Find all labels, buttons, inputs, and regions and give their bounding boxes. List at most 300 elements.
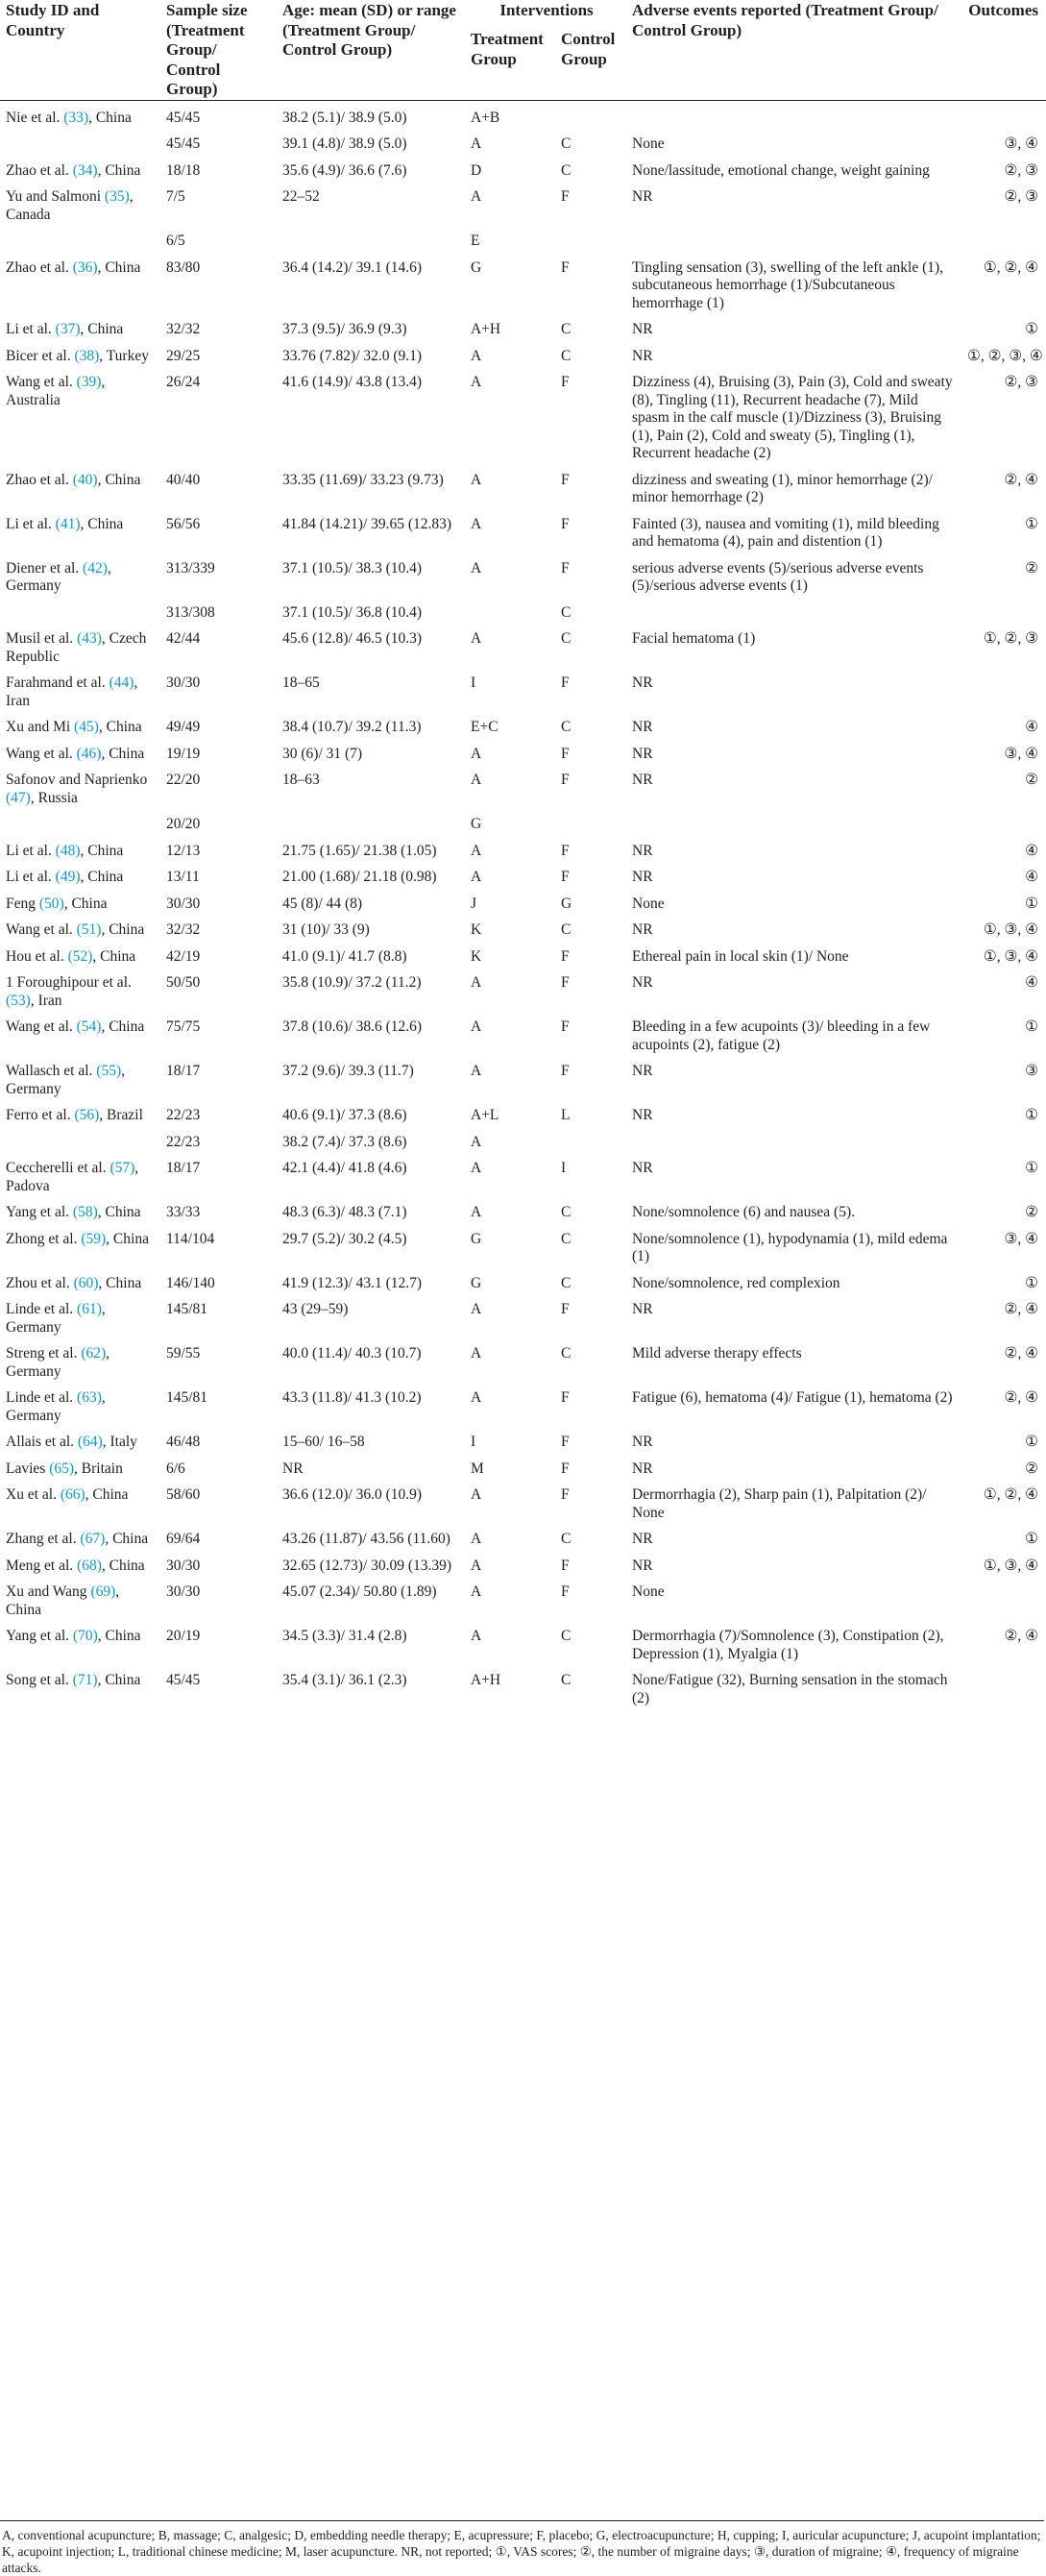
table-row: [0, 1098, 1046, 1125]
sample-size-cell: 30/30: [166, 1583, 201, 1600]
age-cell: 32.65 (12.73)/ 30.09 (13.39): [282, 1557, 452, 1574]
control-cell: C: [561, 347, 572, 364]
control-cell: F: [561, 1018, 570, 1035]
adverse-events-cell: NR: [632, 1301, 653, 1317]
reference-link[interactable]: (39): [76, 374, 102, 390]
sample-size-cell: 18/18: [166, 161, 201, 179]
control-cell: F: [561, 1557, 570, 1574]
reference-link[interactable]: (52): [67, 947, 93, 965]
study-cell: [0, 940, 160, 967]
reference-link[interactable]: (69): [90, 1583, 116, 1600]
header-age: Age: mean (SD) or range (Treatment Group/ Control Group): [277, 0, 465, 100]
treatment-cell: A: [471, 974, 482, 991]
age-cell: 18–65: [282, 675, 320, 691]
study-cell: [0, 666, 160, 710]
study-country: , China: [97, 1628, 141, 1644]
study-cell: [0, 1292, 160, 1337]
study-author: Wang et al.: [6, 745, 77, 762]
reference-link[interactable]: (35): [104, 188, 130, 205]
study-cell: [0, 1452, 160, 1479]
treatment-cell: A: [471, 1063, 482, 1079]
study-author: Wallasch et al.: [6, 1063, 97, 1079]
study-cell: [0, 887, 160, 914]
study-country: , China: [85, 1486, 129, 1503]
study-cell: [0, 1425, 160, 1452]
reference-link[interactable]: (36): [72, 258, 98, 276]
outcomes-cell: ①, ③, ④: [983, 947, 1038, 965]
age-cell: 41.84 (14.21)/ 39.65 (12.83): [282, 515, 452, 532]
reference-link[interactable]: (48): [55, 842, 81, 859]
reference-link[interactable]: (49): [55, 869, 81, 885]
age-cell: 41.0 (9.1)/ 41.7 (8.8): [282, 947, 407, 965]
study-country: , Padova: [6, 1160, 139, 1194]
study-country: , Russia: [30, 789, 78, 806]
study-author: Streng et al.: [6, 1345, 82, 1362]
treatment-cell: A: [471, 1486, 482, 1503]
reference-link[interactable]: (33): [63, 109, 89, 126]
adverse-events-cell: Dizziness (4), Bruising (3), Pain (3), Cold and sweaty (8), Tingling (11), Recurrent headache (7), Mild spasm in the calf muscle (1)/Dizziness (3), Bruising (1), Pain (2), Cold and sweaty (5), Tingling (1), Recurrent headache (2): [632, 374, 953, 461]
outcomes-cell: ②, ④: [1004, 1301, 1038, 1317]
study-country: , China: [88, 109, 132, 126]
outcomes-cell: ②, ④: [1004, 1389, 1038, 1406]
outcomes-cell: ①: [1025, 1274, 1038, 1291]
sample-size-cell: 22/23: [166, 1133, 201, 1150]
study-country: , China: [80, 515, 124, 532]
treatment-cell: A+B: [471, 109, 500, 126]
age-cell: 35.6 (4.9)/ 36.6 (7.6): [282, 161, 407, 179]
study-cell: [0, 1549, 160, 1576]
reference-link[interactable]: (62): [81, 1345, 107, 1362]
age-cell: [277, 224, 465, 251]
study-author: Zhao et al.: [6, 258, 73, 276]
reference-link[interactable]: (60): [73, 1274, 99, 1291]
treatment-cell: A: [471, 374, 482, 390]
treatment-cell: G: [471, 1274, 482, 1291]
study-author: Zhou et al.: [6, 1274, 74, 1291]
study-cell: [0, 710, 160, 737]
age-cell: 36.6 (12.0)/ 36.0 (10.9): [282, 1486, 423, 1503]
reference-link[interactable]: (58): [72, 1204, 98, 1220]
study-cell: [0, 966, 160, 1010]
treatment-cell: I: [471, 675, 476, 691]
adverse-events-cell: [626, 596, 961, 623]
table-row: [0, 1125, 1046, 1152]
study-author: Wang et al.: [6, 921, 77, 938]
age-cell: 36.4 (14.2)/ 39.1 (14.6): [282, 258, 423, 276]
control-cell: C: [561, 1274, 572, 1291]
treatment-cell: K: [471, 921, 482, 938]
reference-link[interactable]: (44): [109, 675, 134, 691]
table-footnote: A, conventional acupuncture; B, massage; C, analgesic; D, embedding needle therapy; E, acupressure; F, placebo; G, electroacupuncture; H, cupping; I, auricular acupuncture; J, acupoint implantation; K, acupoint injection; L, traditional chinese medicine; M, laser acupuncture. NR, not reported; ①, VAS scores; ②, the number of migraine days; ③, duration of migraine; ④, frequency of migraine attacks.: [0, 2520, 1044, 2576]
outcomes-cell: ③, ④: [1004, 745, 1038, 762]
outcomes-cell: [961, 224, 1046, 251]
study-country: , Italy: [102, 1434, 137, 1450]
reference-link[interactable]: (61): [77, 1301, 102, 1317]
table-row: [0, 807, 1046, 834]
table-row: [0, 180, 1046, 224]
sample-size-cell: 20/20: [166, 816, 201, 832]
outcomes-cell: ②: [1025, 559, 1038, 577]
control-cell: F: [561, 1460, 570, 1477]
control-cell: C: [561, 1345, 572, 1362]
sample-size-cell: 83/80: [166, 258, 201, 276]
adverse-events-cell: NR: [632, 772, 653, 788]
sample-size-cell: 145/81: [166, 1389, 208, 1406]
table-row: [0, 860, 1046, 887]
outcomes-cell: ③: [1025, 1063, 1038, 1079]
outcomes-cell: ①, ②, ③: [983, 630, 1038, 647]
outcomes-cell: ①: [1025, 1107, 1038, 1123]
study-author: Bicer et al.: [6, 347, 75, 364]
table-row: [0, 1425, 1046, 1452]
treatment-cell: A: [471, 630, 482, 647]
control-cell: C: [561, 921, 572, 938]
study-author: Yu and Salmoni: [6, 188, 105, 205]
sample-size-cell: 30/30: [166, 1557, 201, 1574]
table-row: [0, 1054, 1046, 1098]
outcomes-cell: ①: [1025, 895, 1038, 912]
treatment-cell: A: [471, 1628, 482, 1644]
study-author: Yang et al.: [6, 1204, 73, 1220]
control-cell: F: [561, 1389, 570, 1406]
outcomes-cell: ①, ②, ④: [983, 1486, 1038, 1503]
study-cell: [0, 622, 160, 666]
control-cell: [555, 1125, 626, 1152]
sample-size-cell: 313/308: [166, 603, 215, 621]
study-author: Xu and Mi: [6, 719, 75, 735]
control-cell: F: [561, 772, 570, 788]
outcomes-cell: ①: [1025, 1160, 1038, 1176]
reference-link[interactable]: (55): [96, 1063, 122, 1079]
sample-size-cell: 22/20: [166, 772, 201, 788]
treatment-cell: A+H: [471, 321, 501, 337]
reference-link[interactable]: (46): [76, 745, 102, 762]
reference-link[interactable]: (50): [38, 895, 64, 912]
study-country: , China: [101, 921, 145, 938]
table-row: [0, 224, 1046, 251]
treatment-cell: A: [471, 347, 482, 364]
header-study: Study ID and Country: [0, 0, 160, 100]
outcomes-cell: [961, 1575, 1046, 1619]
control-cell: F: [561, 515, 570, 532]
age-cell: 43.26 (11.87)/ 43.56 (11.60): [282, 1531, 450, 1547]
sample-size-cell: 6/6: [166, 1460, 185, 1477]
treatment-cell: A: [471, 772, 482, 788]
study-country: , China: [97, 258, 141, 276]
study-country: , China: [105, 1531, 149, 1547]
adverse-events-cell: NR: [632, 869, 653, 885]
age-cell: 22–52: [282, 188, 320, 205]
study-cell: [0, 507, 160, 552]
table-row: [0, 1575, 1046, 1619]
sample-size-cell: 45/45: [166, 1672, 201, 1688]
adverse-events-cell: NR: [632, 745, 653, 762]
outcomes-cell: ②, ④: [1004, 1628, 1038, 1644]
reference-link[interactable]: (45): [74, 719, 99, 735]
table-row: [0, 1478, 1046, 1522]
control-cell: C: [561, 1672, 572, 1688]
adverse-events-cell: NR: [632, 921, 653, 938]
treatment-cell: G: [471, 258, 482, 276]
age-cell: 37.3 (9.5)/ 36.9 (9.3): [282, 321, 407, 337]
outcomes-cell: ①: [1025, 515, 1038, 532]
table-row: [0, 622, 1046, 666]
reference-link[interactable]: (71): [72, 1672, 98, 1688]
control-cell: F: [561, 1063, 570, 1079]
adverse-events-cell: Tingling sensation (3), swelling of the left ankle (1), subcutaneous hemorrhage (1)/Subcutaneous hemorrhage (1): [632, 258, 944, 311]
study-country: , Britain: [74, 1460, 123, 1477]
study-country: , Czech Republic: [6, 630, 147, 665]
reference-link[interactable]: (53): [6, 992, 31, 1009]
study-cell: [0, 737, 160, 764]
control-cell: F: [561, 1434, 570, 1450]
study-author: Zhao et al.: [6, 161, 73, 179]
treatment-cell: E: [471, 233, 480, 249]
reference-link[interactable]: (38): [74, 347, 100, 364]
outcomes-cell: ③, ④: [1004, 135, 1038, 152]
age-cell: 37.1 (10.5)/ 38.3 (10.4): [282, 559, 423, 577]
control-cell: C: [561, 603, 572, 621]
table-row: [0, 1381, 1046, 1425]
table-row: [0, 154, 1046, 181]
treatment-cell: A: [471, 515, 482, 532]
study-author: Nie et al.: [6, 109, 64, 126]
study-cell: [0, 1195, 160, 1222]
study-author: Wang et al.: [6, 1018, 77, 1035]
adverse-events-cell: None: [632, 135, 665, 152]
adverse-events-cell: Fatigue (6), hematoma (4)/ Fatigue (1), hematoma (2): [632, 1389, 953, 1406]
table-row: [0, 913, 1046, 940]
adverse-events-cell: NR: [632, 347, 653, 364]
reference-link[interactable]: (64): [77, 1434, 103, 1450]
control-cell: C: [561, 135, 572, 152]
sample-size-cell: 59/55: [166, 1345, 201, 1362]
age-cell: 38.4 (10.7)/ 39.2 (11.3): [282, 719, 422, 735]
study-cell: [0, 1125, 160, 1152]
study-country: , China: [97, 161, 141, 179]
study-author: Ferro et al.: [6, 1107, 75, 1123]
outcomes-cell: ①: [1025, 321, 1038, 337]
reference-link[interactable]: (34): [72, 161, 98, 179]
age-cell: 21.75 (1.65)/ 21.38 (1.05): [282, 842, 437, 859]
age-cell: 37.1 (10.5)/ 36.8 (10.4): [282, 603, 423, 621]
study-cell: [0, 1054, 160, 1098]
study-country: , Turkey: [99, 347, 149, 364]
adverse-events-cell: NR: [632, 188, 653, 205]
control-cell: F: [561, 974, 570, 991]
control-cell: F: [561, 1583, 570, 1600]
reference-link[interactable]: (70): [72, 1628, 98, 1644]
study-author: Yang et al.: [6, 1628, 73, 1644]
sample-size-cell: 40/40: [166, 471, 201, 488]
adverse-events-cell: Bleeding in a few acupoints (3)/ bleeding in a few acupoints (2), fatigue (2): [632, 1018, 931, 1053]
age-cell: 33.35 (11.69)/ 33.23 (9.73): [282, 471, 444, 488]
control-cell: F: [561, 745, 570, 762]
sample-size-cell: 32/32: [166, 921, 201, 938]
age-cell: 35.8 (10.9)/ 37.2 (11.2): [282, 974, 422, 991]
outcomes-cell: ①, ②, ③, ④: [967, 347, 1043, 364]
sample-size-cell: 30/30: [166, 675, 201, 691]
table-row: [0, 763, 1046, 807]
treatment-cell: A: [471, 1204, 482, 1220]
table-body: [0, 100, 1046, 1715]
reference-link[interactable]: (65): [49, 1460, 75, 1477]
reference-link[interactable]: (42): [83, 559, 108, 577]
study-author: Feng: [6, 895, 39, 912]
reference-link[interactable]: (47): [6, 789, 31, 806]
control-cell: C: [561, 1531, 572, 1547]
study-cell: [0, 1522, 160, 1549]
sample-size-cell: 75/75: [166, 1018, 201, 1035]
study-cell: [0, 1266, 160, 1293]
study-author: Li et al.: [6, 869, 56, 885]
outcomes-cell: ④: [1025, 974, 1038, 991]
sample-size-cell: 19/19: [166, 745, 201, 762]
study-country: , China: [63, 895, 108, 912]
study-cell: [0, 365, 160, 463]
treatment-cell: A: [471, 559, 482, 577]
reference-link[interactable]: (57): [109, 1160, 135, 1176]
outcomes-cell: ②, ④: [1004, 471, 1038, 488]
treatment-cell: [465, 596, 555, 623]
reference-link[interactable]: (40): [72, 471, 98, 488]
age-cell: 37.8 (10.6)/ 38.6 (12.6): [282, 1018, 423, 1035]
study-country: , China: [101, 745, 145, 762]
control-cell: F: [561, 471, 570, 488]
study-cell: [0, 913, 160, 940]
treatment-cell: A: [471, 745, 482, 762]
adverse-events-cell: None/Fatigue (32), Burning sensation in the stomach (2): [632, 1672, 948, 1706]
treatment-cell: D: [471, 161, 482, 179]
study-country: , China: [80, 321, 124, 337]
table-row: [0, 1195, 1046, 1222]
study-cell: [0, 224, 160, 251]
table-row: [0, 966, 1046, 1010]
age-cell: 38.2 (5.1)/ 38.9 (5.0): [282, 109, 407, 126]
sample-size-cell: 50/50: [166, 974, 201, 991]
study-cell: [0, 1337, 160, 1381]
age-cell: 40.0 (11.4)/ 40.3 (10.7): [282, 1345, 422, 1362]
study-country: , Germany: [6, 1301, 106, 1336]
age-cell: 45.6 (12.8)/ 46.5 (10.3): [282, 630, 423, 647]
outcomes-cell: ②, ③: [1004, 161, 1038, 179]
header-treatment-group: Treatment Group: [465, 30, 555, 100]
reference-link[interactable]: (43): [77, 630, 102, 647]
control-cell: F: [561, 258, 570, 276]
reference-link[interactable]: (56): [74, 1107, 100, 1123]
control-cell: G: [561, 895, 572, 912]
study-cell: [0, 463, 160, 507]
reference-link[interactable]: (41): [55, 515, 81, 532]
adverse-events-cell: NR: [632, 1557, 653, 1574]
sample-size-cell: 69/64: [166, 1531, 201, 1547]
control-cell: F: [561, 869, 570, 885]
outcomes-cell: ④: [1025, 842, 1038, 859]
outcomes-cell: ①, ②, ④: [983, 258, 1038, 276]
adverse-events-cell: NR: [632, 1531, 653, 1547]
study-author: Ceccherelli et al.: [6, 1160, 110, 1176]
age-cell: 43 (29–59): [282, 1301, 349, 1317]
reference-link[interactable]: (67): [80, 1531, 106, 1547]
treatment-cell: A: [471, 135, 482, 152]
table-row: [0, 1522, 1046, 1549]
adverse-events-cell: None/lassitude, emotional change, weight gaining: [632, 161, 930, 179]
treatment-cell: E+C: [471, 719, 499, 735]
table-row: [0, 312, 1046, 339]
control-cell: C: [561, 321, 572, 337]
reference-link[interactable]: (63): [77, 1389, 102, 1406]
study-cell: [0, 127, 160, 154]
age-cell: 48.3 (6.3)/ 48.3 (7.1): [282, 1204, 407, 1220]
reference-link[interactable]: (54): [76, 1018, 102, 1035]
reference-link[interactable]: (51): [76, 921, 102, 938]
adverse-events-cell: None: [632, 1583, 665, 1600]
outcomes-cell: [961, 100, 1046, 127]
outcomes-cell: ④: [1025, 869, 1038, 885]
age-cell: 29.7 (5.2)/ 30.2 (4.5): [282, 1230, 407, 1247]
adverse-events-cell: dizziness and sweating (1), minor hemorrhage (2)/ minor hemorrhage (2): [632, 471, 933, 505]
treatment-cell: A: [471, 188, 482, 205]
sample-size-cell: 42/44: [166, 630, 201, 647]
study-cell: [0, 1010, 160, 1054]
reference-link[interactable]: (37): [55, 321, 81, 337]
adverse-events-cell: Fainted (3), nausea and vomiting (1), mild bleeding and hematoma (4), pain and distention (1): [632, 515, 939, 550]
age-cell: 31 (10)/ 33 (9): [282, 921, 370, 938]
study-author: Xu and Wang: [6, 1583, 91, 1600]
adverse-events-cell: [626, 1125, 961, 1152]
sample-size-cell: 114/104: [166, 1230, 215, 1247]
adverse-events-cell: NR: [632, 974, 653, 991]
study-author: Li et al.: [6, 321, 56, 337]
table-row: [0, 463, 1046, 507]
reference-link[interactable]: (66): [60, 1486, 85, 1503]
treatment-cell: A: [471, 1018, 482, 1035]
age-cell: 39.1 (4.8)/ 38.9 (5.0): [282, 135, 407, 152]
study-country: , China: [92, 947, 136, 965]
age-cell: 33.76 (7.82)/ 32.0 (9.1): [282, 347, 423, 364]
study-author: Safonov and Naprienko: [6, 772, 148, 788]
adverse-events-cell: NR: [632, 842, 653, 859]
age-cell: 21.00 (1.68)/ 21.18 (0.98): [282, 869, 437, 885]
study-author: Meng et al.: [6, 1557, 78, 1574]
study-country: , Germany: [6, 1389, 106, 1424]
adverse-events-cell: NR: [632, 1434, 653, 1450]
table-row: [0, 1292, 1046, 1337]
study-country: , China: [101, 1018, 145, 1035]
table-row: [0, 596, 1046, 623]
table-row: [0, 1266, 1046, 1293]
adverse-events-cell: NR: [632, 1063, 653, 1079]
study-cell: [0, 1575, 160, 1619]
study-country: , China: [98, 719, 142, 735]
study-author: Diener et al.: [6, 559, 84, 577]
control-cell: C: [561, 1628, 572, 1644]
outcomes-cell: ①: [1025, 1018, 1038, 1035]
outcomes-cell: ②, ③: [1004, 188, 1038, 205]
age-cell: 38.2 (7.4)/ 37.3 (8.6): [282, 1133, 407, 1150]
reference-link[interactable]: (68): [77, 1557, 102, 1574]
table-row: [0, 100, 1046, 127]
reference-link[interactable]: (59): [81, 1230, 107, 1247]
table-row: [0, 365, 1046, 463]
control-cell: L: [561, 1107, 571, 1123]
table-row: [0, 552, 1046, 596]
table-row: [0, 1619, 1046, 1663]
study-author: Hou et al.: [6, 947, 68, 965]
sample-size-cell: 18/17: [166, 1063, 201, 1079]
table-row: [0, 1549, 1046, 1576]
sample-size-cell: 29/25: [166, 347, 201, 364]
